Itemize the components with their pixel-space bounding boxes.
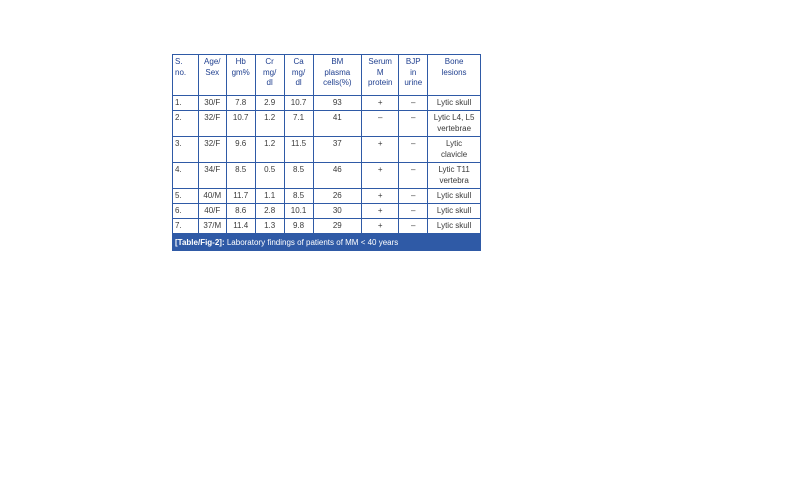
lab-findings-table-container	[172, 54, 481, 251]
column-header: Ca mg/ dl	[284, 55, 313, 96]
column-header: Hb gm%	[226, 55, 255, 96]
table-row	[173, 96, 481, 111]
table-cell: 4.	[173, 163, 199, 189]
table-cell: 8.5	[226, 163, 255, 189]
table-cell: 37	[313, 137, 362, 163]
table-cell: –	[399, 219, 428, 234]
caption-text: Laboratory findings of patients of MM < 40 years	[224, 238, 399, 247]
table-header-row	[173, 55, 481, 96]
table-cell: Lytic T11 vertebra	[428, 163, 481, 189]
column-header: Bone lesions	[428, 55, 481, 96]
table-cell: 2.	[173, 111, 199, 137]
table-cell: –	[362, 111, 399, 137]
table-cell: +	[362, 189, 399, 204]
column-header: Serum M protein	[362, 55, 399, 96]
table-row	[173, 111, 481, 137]
table-cell: 32/F	[198, 111, 226, 137]
table-cell: Lytic L4, L5 vertebrae	[428, 111, 481, 137]
table-cell: Lytic skull	[428, 219, 481, 234]
table-cell: –	[399, 189, 428, 204]
table-cell: 93	[313, 96, 362, 111]
table-row	[173, 163, 481, 189]
lab-findings-table	[172, 54, 481, 234]
column-header: Age/ Sex	[198, 55, 226, 96]
table-cell: 5.	[173, 189, 199, 204]
table-cell: 10.7	[284, 96, 313, 111]
table-cell: 2.8	[255, 204, 284, 219]
table-row	[173, 219, 481, 234]
table-cell: Lytic skull	[428, 204, 481, 219]
table-cell: 10.1	[284, 204, 313, 219]
table-cell: 3.	[173, 137, 199, 163]
table-cell: 37/M	[198, 219, 226, 234]
table-cell: –	[399, 137, 428, 163]
table-cell: 30	[313, 204, 362, 219]
table-cell: 11.4	[226, 219, 255, 234]
table-cell: +	[362, 219, 399, 234]
table-cell: –	[399, 96, 428, 111]
table-cell: 29	[313, 219, 362, 234]
column-header: S. no.	[173, 55, 199, 96]
table-cell: 8.6	[226, 204, 255, 219]
table-caption	[172, 234, 481, 251]
table-cell: 40/F	[198, 204, 226, 219]
table-cell: Lytic skull	[428, 189, 481, 204]
table-cell: 7.1	[284, 111, 313, 137]
table-cell: 10.7	[226, 111, 255, 137]
table-cell: Lytic skull	[428, 96, 481, 111]
column-header: BJP in urine	[399, 55, 428, 96]
table-cell: 1.	[173, 96, 199, 111]
table-row	[173, 204, 481, 219]
table-row	[173, 137, 481, 163]
table-cell: 8.5	[284, 189, 313, 204]
table-cell: –	[399, 204, 428, 219]
table-cell: 46	[313, 163, 362, 189]
table-cell: 1.2	[255, 137, 284, 163]
table-cell: 41	[313, 111, 362, 137]
table-cell: +	[362, 137, 399, 163]
table-cell: Lytic clavicle	[428, 137, 481, 163]
table-cell: 7.8	[226, 96, 255, 111]
table-cell: 11.7	[226, 189, 255, 204]
table-cell: +	[362, 96, 399, 111]
table-cell: +	[362, 204, 399, 219]
table-cell: –	[399, 111, 428, 137]
table-cell: 2.9	[255, 96, 284, 111]
table-cell: 9.6	[226, 137, 255, 163]
column-header: Cr mg/ dl	[255, 55, 284, 96]
table-cell: 1.2	[255, 111, 284, 137]
table-cell: 1.3	[255, 219, 284, 234]
table-cell: 32/F	[198, 137, 226, 163]
column-header: BM plasma cells(%)	[313, 55, 362, 96]
table-cell: 11.5	[284, 137, 313, 163]
table-cell: +	[362, 163, 399, 189]
table-cell: 7.	[173, 219, 199, 234]
table-cell: 34/F	[198, 163, 226, 189]
table-cell: 1.1	[255, 189, 284, 204]
table-row	[173, 189, 481, 204]
table-cell: 9.8	[284, 219, 313, 234]
table-cell: –	[399, 163, 428, 189]
table-cell: 40/M	[198, 189, 226, 204]
table-cell: 30/F	[198, 96, 226, 111]
table-cell: 8.5	[284, 163, 313, 189]
table-body	[173, 96, 481, 234]
caption-label: [Table/Fig-2]:	[175, 238, 225, 247]
table-cell: 0.5	[255, 163, 284, 189]
table-cell: 26	[313, 189, 362, 204]
table-cell: 6.	[173, 204, 199, 219]
